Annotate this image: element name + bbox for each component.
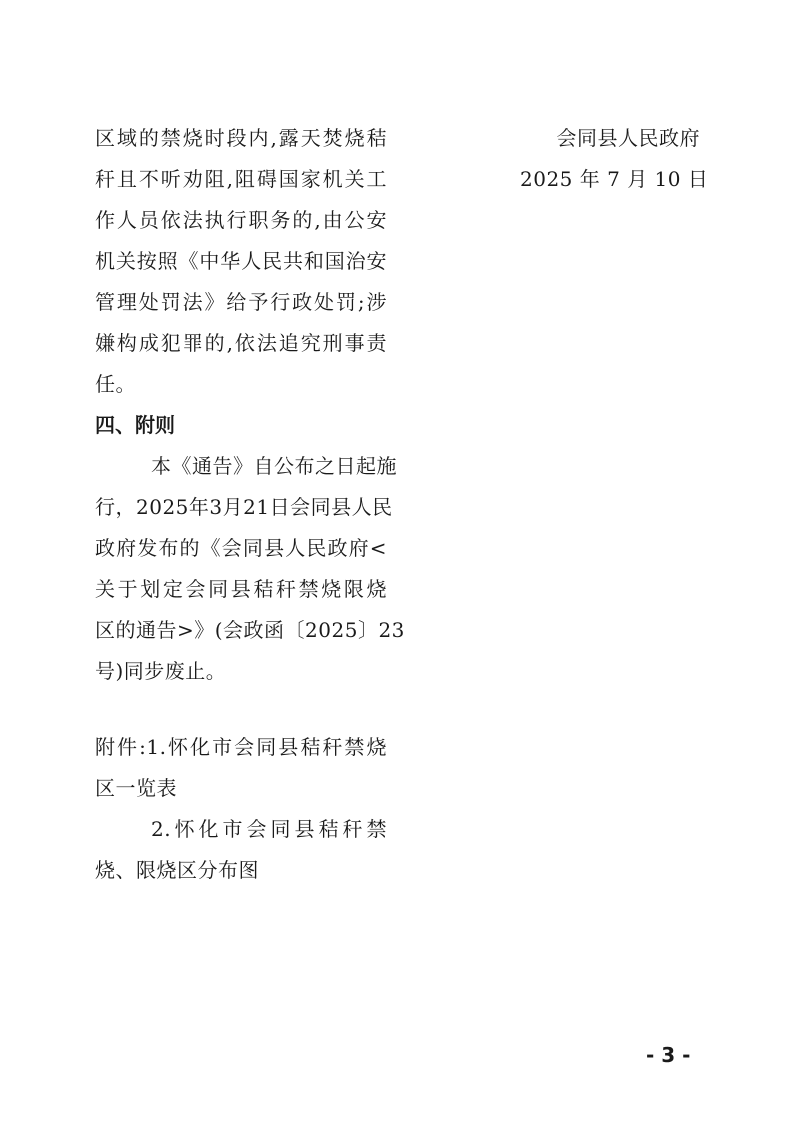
para2-line-5: 区的通告>》(会政函〔2025〕23: [95, 618, 405, 642]
para2-line-6: 号)同步废止。: [95, 659, 227, 683]
para1-line-4: 机关按照《中华人民共和国治安: [95, 249, 387, 273]
para1-line-5: 管理处罚法》给予行政处罚;涉: [95, 290, 387, 314]
para2-line-1: 本《通告》自公布之日起施: [151, 454, 397, 478]
issue-date: 2025 年 7 月 10 日: [520, 167, 709, 191]
para1-line-6: 嫌构成犯罪的,依法追究刑事责: [95, 331, 387, 355]
para2-line-3: 政府发布的《会同县人民政府<: [95, 536, 387, 560]
notice-body: [95, 118, 405, 891]
attachment-2-line-2: 烧、限烧区分布图: [95, 858, 259, 882]
para1-line-1: 区域的禁烧时段内,露天焚烧秸: [95, 126, 387, 150]
page-number: - 3 -: [646, 1043, 691, 1067]
issuer-name: 会同县人民政府: [556, 126, 700, 150]
attachment-2-line-1: 2.怀化市会同县秸秆禁: [151, 817, 387, 841]
para2-line-4: 关于划定会同县秸秆禁烧限烧: [95, 577, 387, 601]
para1-line-3: 作人员依法执行职务的,由公安: [95, 208, 387, 232]
spacer: [95, 692, 387, 727]
attachment-1-line-2: 区一览表: [95, 776, 177, 800]
attachment-1-line-1: 附件:1.怀化市会同县秸秆禁烧: [95, 735, 387, 759]
para2-line-2: 行，2025年3月21日会同县人民: [95, 495, 393, 519]
signature-block: [520, 118, 709, 200]
section-heading-appendix: 四、附则: [95, 413, 175, 437]
para1-line-7: 任。: [95, 372, 136, 396]
para1-line-2: 秆且不听劝阻,阻碍国家机关工: [95, 167, 387, 191]
